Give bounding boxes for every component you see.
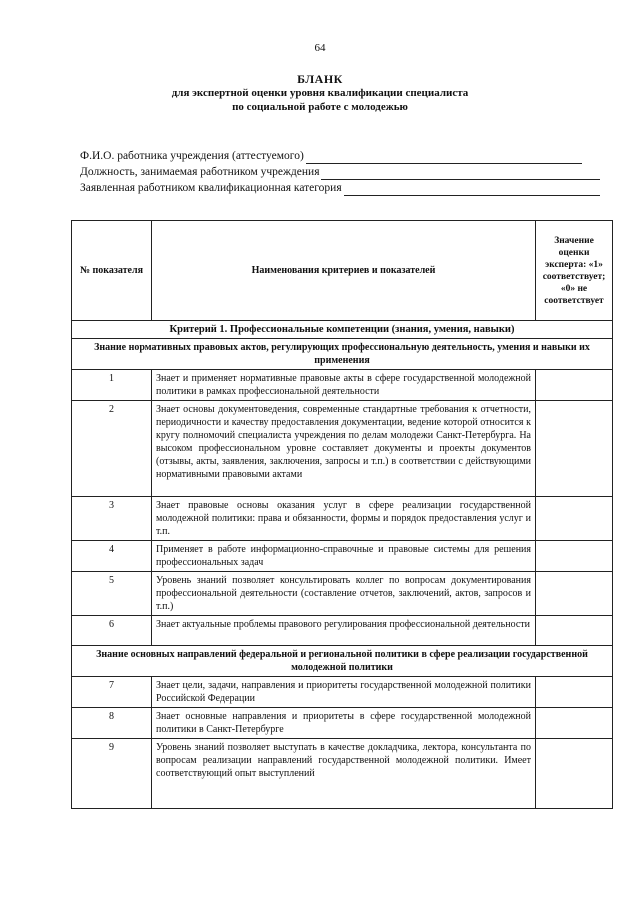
section-row [72,339,613,370]
section-title: Знание основных направлений федеральной и региональной политики в сфере реализации государственной молодежной политики [72,646,613,677]
field-label: Ф.И.О. работника учреждения (аттестуемого) [80,150,304,162]
row-criterion-text: Знает и применяет нормативные правовые акты в сфере государственной молодежной политики в рамках профессиональной деятельности [152,370,536,401]
criterion-title: Критерий 1. Профессиональные компетенции (знания, умения, навыки) [72,321,613,339]
header-number: № показателя [72,221,152,321]
criterion-row [72,321,613,339]
table-row [72,616,613,646]
row-score-cell[interactable] [536,541,613,572]
row-score-cell[interactable] [536,497,613,541]
row-criterion-text: Знает цели, задачи, направления и приоритеты государственной молодежной политики Российской Федерации [152,677,536,708]
row-number: 3 [72,497,152,541]
evaluation-table [71,220,613,809]
row-score-cell[interactable] [536,677,613,708]
row-score-cell[interactable] [536,616,613,646]
row-criterion-text: Применяет в работе информационно-справочные и правовые системы для решения профессиональных задач [152,541,536,572]
table-row [72,497,613,541]
row-number: 7 [72,677,152,708]
fill-in-line[interactable] [344,184,600,196]
table-row [72,541,613,572]
document-title [0,72,640,114]
table-row [72,708,613,739]
row-criterion-text: Уровень знаний позволяет консультировать коллег по вопросам документирования профессиональной деятельности (составление отчетов, заключений, актов, запросов и т.п.) [152,572,536,616]
row-score-cell[interactable] [536,401,613,497]
header-criteria: Наименования критериев и показателей [152,221,536,321]
table-row [72,739,613,809]
row-score-cell[interactable] [536,572,613,616]
row-number: 6 [72,616,152,646]
row-criterion-text: Знает актуальные проблемы правового регулирования профессиональной деятельности [152,616,536,646]
row-criterion-text: Знает основные направления и приоритеты в сфере государственной молодежной политики в Санкт-Петербурге [152,708,536,739]
fill-in-line[interactable] [321,168,600,180]
page-number: 64 [314,42,326,54]
title-line-1: БЛАНК [297,72,343,86]
row-number: 8 [72,708,152,739]
row-number: 1 [72,370,152,401]
table-row [72,677,613,708]
table-row [72,370,613,401]
row-number: 2 [72,401,152,497]
form-fields [80,148,600,196]
field-employee-name [80,148,600,164]
row-number: 4 [72,541,152,572]
field-qualification-category [80,180,600,196]
row-criterion-text: Уровень знаний позволяет выступать в качестве докладчика, лектора, консультанта по вопросам реализации направлений государственной молодежной политики. Имеет соответствующий опыт выступлений [152,739,536,809]
row-score-cell[interactable] [536,739,613,809]
table-header-row [72,221,613,321]
section-row [72,646,613,677]
row-score-cell[interactable] [536,708,613,739]
row-number: 5 [72,572,152,616]
row-criterion-text: Знает правовые основы оказания услуг в сфере реализации государственной молодежной политики: права и обязанности, формы и порядок предоставления услуг и т.п. [152,497,536,541]
title-line-2: для экспертной оценки уровня квалификации специалиста [171,87,469,99]
field-label: Должность, занимаемая работником учреждения [80,166,320,178]
table-row [72,401,613,497]
section-title: Знание нормативных правовых актов, регулирующих профессиональную деятельность, умения и навыки их применения [72,339,613,370]
fill-in-line[interactable] [306,152,582,164]
field-label: Заявленная работником квалификационная категория [80,182,342,194]
row-number: 9 [72,739,152,809]
field-position [80,164,600,180]
table-row [72,572,613,616]
title-line-3: по социальной работе с молодежью [232,101,408,113]
header-value: Значение оценки эксперта: «1» соответствует; «0» не соответствует [536,221,613,321]
row-score-cell[interactable] [536,370,613,401]
row-criterion-text: Знает основы документоведения, современные стандартные требования к отчетности, периодичности и качеству предоставления документации, ведение которой относится к кругу полномочий специалиста учреждения по делам молодежи Санкт-Петербурга. На высоком профессиональном уровне составляет документы и проекты документов (отзывы, акты, заявления, заключения, запросы и т.п.) в соответствии с действующими нормативными правовыми актами [152,401,536,497]
